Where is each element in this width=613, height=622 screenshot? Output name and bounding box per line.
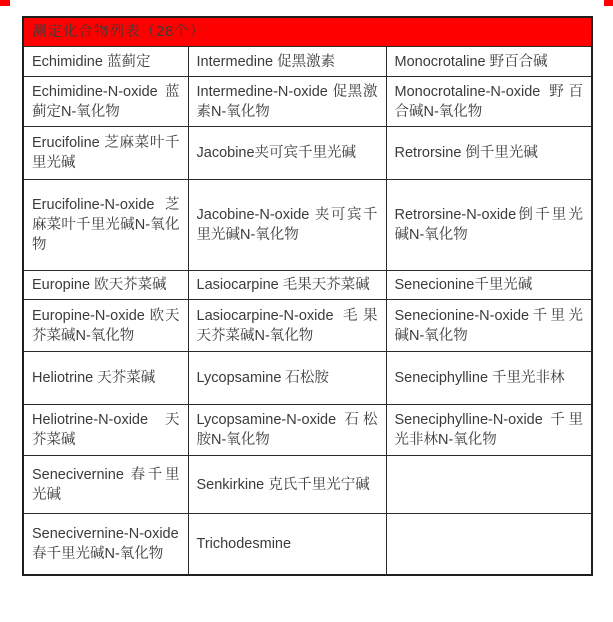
compound-cell: Heliotrine-N-oxide 天芥菜碱 (23, 405, 188, 456)
red-corner-fragment-left (0, 0, 10, 6)
table-row (23, 352, 592, 405)
table-row (23, 300, 592, 352)
compound-cell (386, 456, 592, 514)
compound-cell: Lycopsamine 石松胺 (188, 352, 386, 405)
compound-cell: Jacobine-N-oxide 夹可宾千里光碱N-氧化物 (188, 180, 386, 271)
compound-cell: Retrorsine-N-oxide倒千里光碱N-氧化物 (386, 180, 592, 271)
table-row (23, 271, 592, 300)
compound-list-table (22, 16, 593, 576)
compound-cell: Lasiocarpine 毛果天芥菜碱 (188, 271, 386, 300)
compound-cell: Seneciphylline-N-oxide 千里光非林N-氧化物 (386, 405, 592, 456)
table-row (23, 180, 592, 271)
compound-cell: Erucifoline 芝麻菜叶千里光碱 (23, 127, 188, 180)
compound-cell: Senkirkine 克氏千里光宁碱 (188, 456, 386, 514)
table-row (23, 77, 592, 127)
table-row (23, 514, 592, 575)
table-row (23, 456, 592, 514)
compound-cell: Lycopsamine-N-oxide 石松胺N-氧化物 (188, 405, 386, 456)
compound-cell: Monocrotaline 野百合碱 (386, 47, 592, 77)
compound-cell: Senecionine-N-oxide千里光碱N-氧化物 (386, 300, 592, 352)
compound-cell (386, 514, 592, 575)
compound-cell: Senecivernine 春千里光碱 (23, 456, 188, 514)
compound-cell: Senecionine千里光碱 (386, 271, 592, 300)
compound-cell: Europine 欧天芥菜碱 (23, 271, 188, 300)
compound-cell: Echimidine-N-oxide 蓝蓟定N-氧化物 (23, 77, 188, 127)
table-header-row (23, 17, 592, 47)
table-row (23, 127, 592, 180)
compound-cell: Jacobine夹可宾千里光碱 (188, 127, 386, 180)
table-row (23, 405, 592, 456)
table-title: 测定化合物列表（28个） (23, 17, 592, 47)
red-corner-fragment-right (604, 0, 613, 6)
compound-cell: Erucifoline-N-oxide 芝麻菜叶千里光碱N-氧化物 (23, 180, 188, 271)
compound-cell: Europine-N-oxide 欧天芥菜碱N-氧化物 (23, 300, 188, 352)
compound-cell: Intermedine 促黑激素 (188, 47, 386, 77)
compound-cell: Senecivernine-N-oxide 春千里光碱N-氧化物 (23, 514, 188, 575)
compound-cell: Heliotrine 天芥菜碱 (23, 352, 188, 405)
compound-cell: Retrorsine 倒千里光碱 (386, 127, 592, 180)
compound-cell: Echimidine 蓝蓟定 (23, 47, 188, 77)
compound-cell: Intermedine-N-oxide 促黑激素N-氧化物 (188, 77, 386, 127)
compound-cell: Monocrotaline-N-oxide 野百合碱N-氧化物 (386, 77, 592, 127)
compound-cell: Lasiocarpine-N-oxide 毛果天芥菜碱N-氧化物 (188, 300, 386, 352)
table-row (23, 47, 592, 77)
compound-cell: Seneciphylline 千里光非林 (386, 352, 592, 405)
compound-cell: Trichodesmine (188, 514, 386, 575)
